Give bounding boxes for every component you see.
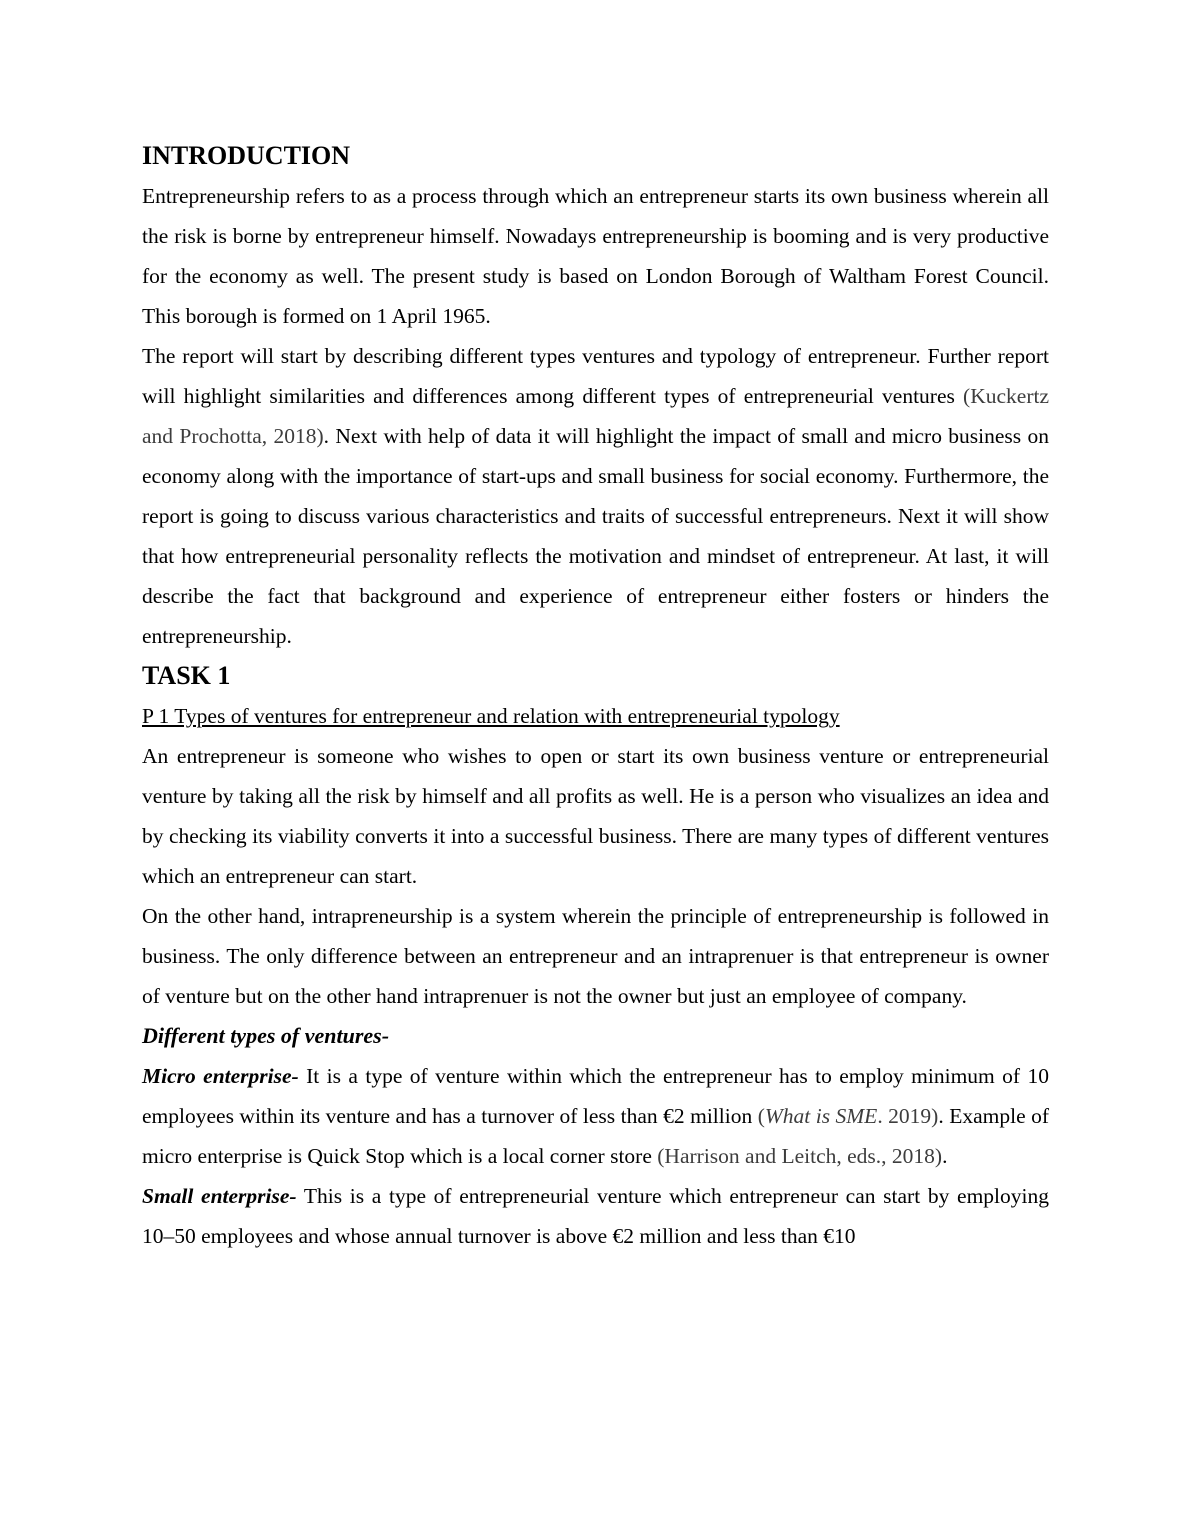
citation-kuckertz-prochotta: (Kuckertz and Prochotta, 2018) (142, 384, 1049, 448)
paragraph-small-enterprise (142, 1176, 1049, 1256)
small-enterprise-lead: Small enterprise- (142, 1184, 297, 1208)
paragraph-report-pre: The report will start by describing different types ventures and typology of entrepreneur. Further report will highlight similarities and differences among different types of entrepreneurial ventures (142, 344, 1049, 408)
paragraph-micro-enterprise (142, 1056, 1049, 1176)
citation-what-is-sme-year: . 2019) (877, 1104, 939, 1128)
heading-introduction: INTRODUCTION (142, 141, 351, 170)
subheading-p1-types-of-ventures: P 1 Types of ventures for entrepreneur and relation with entrepreneurial typology (142, 704, 840, 728)
citation-what-is-sme-open: ( (757, 1104, 765, 1128)
paragraph-entrepreneur-definition: An entrepreneur is someone who wishes to open or start its own business venture or entrepreneurial venture by taking all the risk by himself and all profits as well. He is a person who visualizes an idea and by checking its viability converts it into a successful business. There are many types of different ventures which an entrepreneur can start. (142, 744, 1049, 888)
micro-enterprise-body1: It is a type of venture within which the entrepreneur has to employ minimum of 10 employees within its venture and has a turnover of less than €2 million (142, 1064, 1049, 1128)
paragraph-report-post: . Next with help of data it will highlight the impact of small and micro business on economy along with the importance of start-ups and small business for social economy. Furthermore, the report is going to discuss various characteristics and traits of successful entrepreneurs. Next it will show that how entrepreneurial personality reflects the motivation and mindset of entrepreneur. At last, it will describe the fact that background and experience of entrepreneur either fosters or hinders the entrepreneurship. (142, 424, 1050, 648)
micro-enterprise-body2: . Example of micro enterprise is Quick Stop which is a local corner store (142, 1104, 1049, 1168)
paragraph-intro: Entrepreneurship refers to as a process through which an entrepreneur starts its own business wherein all the risk is borne by entrepreneur himself. Nowadays entrepreneurship is booming and is very productive for the economy as well. The present study is based on London Borough of Waltham Forest Council. This borough is formed on 1 April 1965. (142, 184, 1049, 328)
citation-what-is-sme-title: What is SME (764, 1104, 878, 1128)
paragraph-intrapreneurship: On the other hand, intrapreneurship is a system wherein the principle of entrepreneurship is followed in business. The only difference between an entrepreneur and an intraprenuer is that entrepreneur is owner of venture but on the other hand intraprenuer is not the owner but just an employee of company. (142, 904, 1049, 1008)
citation-harrison-leitch: (Harrison and Leitch, eds., 2018) (657, 1144, 943, 1168)
micro-enterprise-period: . (942, 1144, 948, 1168)
heading-task1: TASK 1 (142, 661, 231, 690)
paragraph-report-overview (142, 336, 1049, 656)
small-enterprise-body: This is a type of entrepreneurial venture which entrepreneur can start by employing 10–50 employees and whose annual turnover is above €2 million and less than €10 (142, 1184, 1049, 1248)
micro-enterprise-lead: Micro enterprise- (142, 1064, 299, 1088)
heading-different-types-of-ventures: Different types of ventures- (142, 1023, 390, 1048)
